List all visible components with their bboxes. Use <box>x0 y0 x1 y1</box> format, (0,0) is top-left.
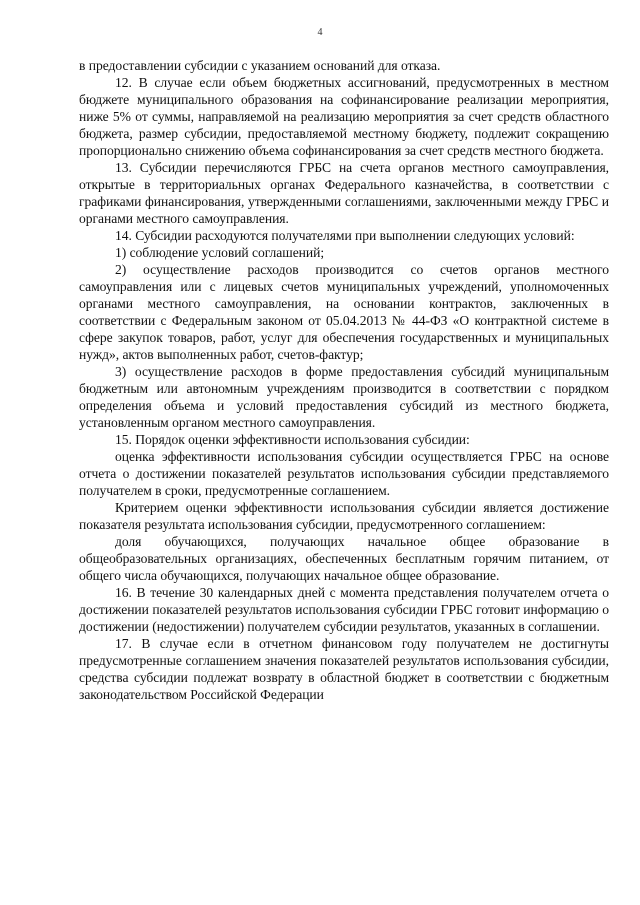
paragraph-item-13: 13. Субсидии перечисляются ГРБС на счета органов местного самоуправления, открытые в территориальных органах Федерального казначейства, в соответствии с графиками финансирования, утвержденными соглашениями, заключенными между ГРБС и органами местного самоуправления. <box>79 160 609 226</box>
page-number: 4 <box>317 27 323 38</box>
paragraph-continuation: в предоставлении субсидии с указанием оснований для отказа. <box>79 58 441 73</box>
paragraph-assessment: оценка эффективности использования субсидии осуществляется ГРБС на основе отчета о достижении показателей результатов использования субсидии представляемого получателем в сроки, предусмотренные соглашением. <box>79 449 609 498</box>
paragraph-item-14: 14. Субсидии расходуются получателями при выполнении следующих условий: <box>115 228 575 243</box>
paragraph-item-12: 12. В случае если объем бюджетных ассигнований, предусмотренных в местном бюджете муниципального образования на софинансирование реализации мероприятия, ниже 5% от суммы, направляемой на реализацию мероприятия за счет средств областного бюджета, размер субсидии, предоставляемой местному бюджету, подлежит сокращению пропорционально снижению объема софинансирования за счет средств местного бюджета. <box>79 75 609 158</box>
paragraph-item-15: 15. Порядок оценки эффективности использования субсидии: <box>115 432 470 447</box>
paragraph-item-16: 16. В течение 30 календарных дней с момента представления получателем отчета о достижении показателей результатов использования субсидии ГРБС готовит информацию о достижении (недостижении) получателем субсидии результатов, указанных в соглашении. <box>79 585 609 634</box>
paragraph-indicator: доля обучающихся, получающих начальное общее образование в общеобразовательных организациях, обеспеченных бесплатным горячим питанием, от общего числа обучающихся, получающих начальное общее образование. <box>79 534 609 583</box>
paragraph-condition-3: 3) осуществление расходов в форме предоставления субсидий муниципальным бюджетным или автономным учреждениям производится в соответствии с порядком определения объема и условий предоставления субсидий из местного бюджета, установленным органом местного самоуправления. <box>79 364 609 430</box>
document-body <box>79 57 609 703</box>
paragraph-condition-2: 2) осуществление расходов производится со счетов органов местного самоуправления или с лицевых счетов муниципальных учреждений, уполномоченных органами местного самоуправления, на основании контрактов, заключенных в соответствии с Федеральным законом от 05.04.2013 № 44-ФЗ «О контрактной системе в сфере закупок товаров, работ, услуг для обеспечения государственных и муниципальных нужд», актов выполненных работ, счетов-фактур; <box>79 262 609 362</box>
paragraph-condition-1: 1) соблюдение условий соглашений; <box>115 245 325 260</box>
paragraph-criterion: Критерием оценки эффективности использования субсидии является достижение показателя результата использования субсидии, предусмотренного соглашением: <box>79 500 609 532</box>
paragraph-item-17: 17. В случае если в отчетном финансовом году получателем не достигнуты предусмотренные соглашением значения показателей результатов использования субсидии, средства субсидии подлежат возврату в областной бюджет в соответствии с бюджетным законодательством Российской Федерации <box>79 636 609 702</box>
